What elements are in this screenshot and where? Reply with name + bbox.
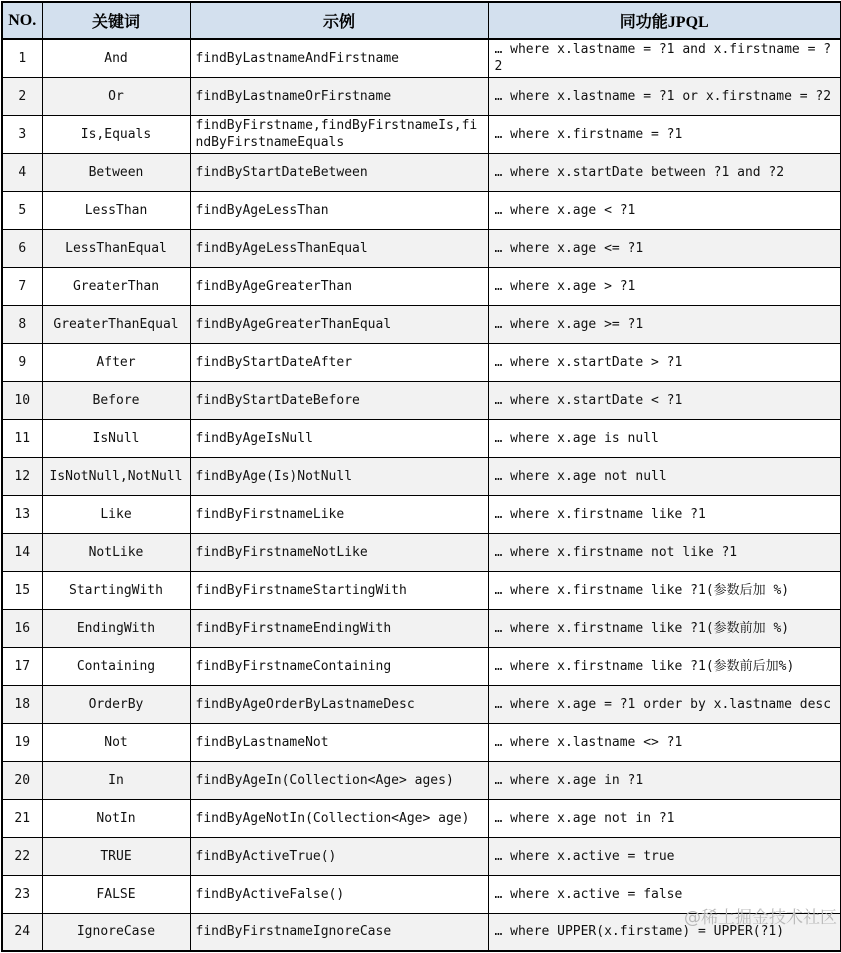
example-cell: findByStartDateBetween [190, 153, 488, 191]
table-row [2, 723, 841, 761]
example-cell: findByActiveTrue() [190, 837, 488, 875]
header-no: NO. [2, 2, 42, 39]
example-cell: findByFirstnameContaining [190, 647, 488, 685]
row-number-cell: 6 [2, 229, 42, 267]
row-number-cell: 20 [2, 761, 42, 799]
row-number-cell: 4 [2, 153, 42, 191]
keyword-cell: In [42, 761, 190, 799]
keyword-cell: GreaterThanEqual [42, 305, 190, 343]
row-number-cell: 15 [2, 571, 42, 609]
jpql-cell: … where x.age = ?1 order by x.lastname desc [488, 685, 841, 723]
jpql-cell: … where x.age <= ?1 [488, 229, 841, 267]
example-cell: findByAgeIsNull [190, 419, 488, 457]
jpql-cell: … where x.age < ?1 [488, 191, 841, 229]
table-row [2, 115, 841, 153]
keyword-cell: LessThan [42, 191, 190, 229]
table-row [2, 343, 841, 381]
jpql-cell: … where x.startDate < ?1 [488, 381, 841, 419]
row-number-cell: 2 [2, 77, 42, 115]
table-row [2, 457, 841, 495]
jpql-cell: … where x.firstname like ?1(参数后加 %) [488, 571, 841, 609]
keyword-cell: And [42, 39, 190, 77]
jpql-cell: … where x.startDate > ?1 [488, 343, 841, 381]
keyword-cell: Is,Equals [42, 115, 190, 153]
example-cell: findByFirstnameNotLike [190, 533, 488, 571]
jpql-cell: … where x.age not null [488, 457, 841, 495]
example-cell: findByAgeNotIn(Collection<Age> age) [190, 799, 488, 837]
example-cell: findByLastnameOrFirstname [190, 77, 488, 115]
keyword-cell: GreaterThan [42, 267, 190, 305]
table-row [2, 191, 841, 229]
header-row [2, 2, 841, 39]
keyword-cell: IsNull [42, 419, 190, 457]
example-cell: findByFirstname,findByFirstnameIs,findByFirstnameEquals [190, 115, 488, 153]
jpql-cell: … where x.age in ?1 [488, 761, 841, 799]
row-number-cell: 23 [2, 875, 42, 913]
table-row [2, 647, 841, 685]
header-jpql: 同功能JPQL [488, 2, 841, 39]
row-number-cell: 1 [2, 39, 42, 77]
example-cell: findByAgeLessThanEqual [190, 229, 488, 267]
table-row [2, 571, 841, 609]
row-number-cell: 22 [2, 837, 42, 875]
table-row [2, 761, 841, 799]
example-cell: findByActiveFalse() [190, 875, 488, 913]
keyword-cell: OrderBy [42, 685, 190, 723]
jpql-cell: … where x.age > ?1 [488, 267, 841, 305]
table-row [2, 77, 841, 115]
jpql-cell: … where x.firstname like ?1(参数前后加%) [488, 647, 841, 685]
row-number-cell: 12 [2, 457, 42, 495]
jpql-cell: … where x.active = false [488, 875, 841, 913]
example-cell: findByFirstnameEndingWith [190, 609, 488, 647]
row-number-cell: 10 [2, 381, 42, 419]
table-body [2, 39, 841, 951]
example-cell: findByLastnameAndFirstname [190, 39, 488, 77]
row-number-cell: 19 [2, 723, 42, 761]
jpql-cell: … where x.active = true [488, 837, 841, 875]
row-number-cell: 16 [2, 609, 42, 647]
table-row [2, 533, 841, 571]
keyword-cell: EndingWith [42, 609, 190, 647]
example-cell: findByFirstnameLike [190, 495, 488, 533]
jpql-cell: … where x.firstname like ?1(参数前加 %) [488, 609, 841, 647]
keyword-cell: TRUE [42, 837, 190, 875]
keyword-cell: IgnoreCase [42, 913, 190, 951]
row-number-cell: 3 [2, 115, 42, 153]
table-row [2, 153, 841, 191]
jpql-cell: … where x.firstname like ?1 [488, 495, 841, 533]
example-cell: findByStartDateBefore [190, 381, 488, 419]
keyword-cell: After [42, 343, 190, 381]
table-row [2, 685, 841, 723]
row-number-cell: 21 [2, 799, 42, 837]
table-row [2, 381, 841, 419]
keyword-cell: Before [42, 381, 190, 419]
header-keyword: 关键词 [42, 2, 190, 39]
row-number-cell: 5 [2, 191, 42, 229]
jpql-cell: … where x.age not in ?1 [488, 799, 841, 837]
jpql-cell: … where x.age is null [488, 419, 841, 457]
table-row [2, 913, 841, 951]
table-row [2, 609, 841, 647]
example-cell: findByLastnameNot [190, 723, 488, 761]
row-number-cell: 17 [2, 647, 42, 685]
jpql-cell: … where x.lastname <> ?1 [488, 723, 841, 761]
row-number-cell: 13 [2, 495, 42, 533]
keyword-cell: LessThanEqual [42, 229, 190, 267]
jpql-cell: … where x.firstname = ?1 [488, 115, 841, 153]
jpql-cell: … where x.firstname not like ?1 [488, 533, 841, 571]
keyword-cell: IsNotNull,NotNull [42, 457, 190, 495]
table-row [2, 875, 841, 913]
keyword-cell: Containing [42, 647, 190, 685]
keyword-cell: FALSE [42, 875, 190, 913]
example-cell: findByFirstnameStartingWith [190, 571, 488, 609]
example-cell: findByAgeGreaterThan [190, 267, 488, 305]
table-row [2, 39, 841, 77]
keyword-cell: Between [42, 153, 190, 191]
table-row [2, 229, 841, 267]
keyword-cell: Like [42, 495, 190, 533]
example-cell: findByAge(Is)NotNull [190, 457, 488, 495]
watermark-text: @稀土掘金技术社区 [684, 908, 837, 928]
example-cell: findByAgeIn(Collection<Age> ages) [190, 761, 488, 799]
row-number-cell: 7 [2, 267, 42, 305]
row-number-cell: 11 [2, 419, 42, 457]
table-row [2, 419, 841, 457]
jpql-cell: … where UPPER(x.firstame) = UPPER(?1) [488, 913, 841, 951]
jpql-cell: … where x.startDate between ?1 and ?2 [488, 153, 841, 191]
example-cell: findByAgeLessThan [190, 191, 488, 229]
row-number-cell: 14 [2, 533, 42, 571]
jpa-keyword-table [1, 1, 841, 952]
example-cell: findByFirstnameIgnoreCase [190, 913, 488, 951]
row-number-cell: 24 [2, 913, 42, 951]
keyword-cell: StartingWith [42, 571, 190, 609]
table-row [2, 495, 841, 533]
example-cell: findByAgeOrderByLastnameDesc [190, 685, 488, 723]
table-row [2, 267, 841, 305]
row-number-cell: 18 [2, 685, 42, 723]
jpql-cell: … where x.lastname = ?1 and x.firstname = ?2 [488, 39, 841, 77]
table-row [2, 799, 841, 837]
keyword-cell: NotLike [42, 533, 190, 571]
row-number-cell: 8 [2, 305, 42, 343]
jpql-cell: … where x.lastname = ?1 or x.firstname = ?2 [488, 77, 841, 115]
header-example: 示例 [190, 2, 488, 39]
keyword-cell: Or [42, 77, 190, 115]
example-cell: findByAgeGreaterThanEqual [190, 305, 488, 343]
jpql-cell: … where x.age >= ?1 [488, 305, 841, 343]
keyword-cell: Not [42, 723, 190, 761]
table-row [2, 305, 841, 343]
keyword-cell: NotIn [42, 799, 190, 837]
example-cell: findByStartDateAfter [190, 343, 488, 381]
table-row [2, 837, 841, 875]
row-number-cell: 9 [2, 343, 42, 381]
